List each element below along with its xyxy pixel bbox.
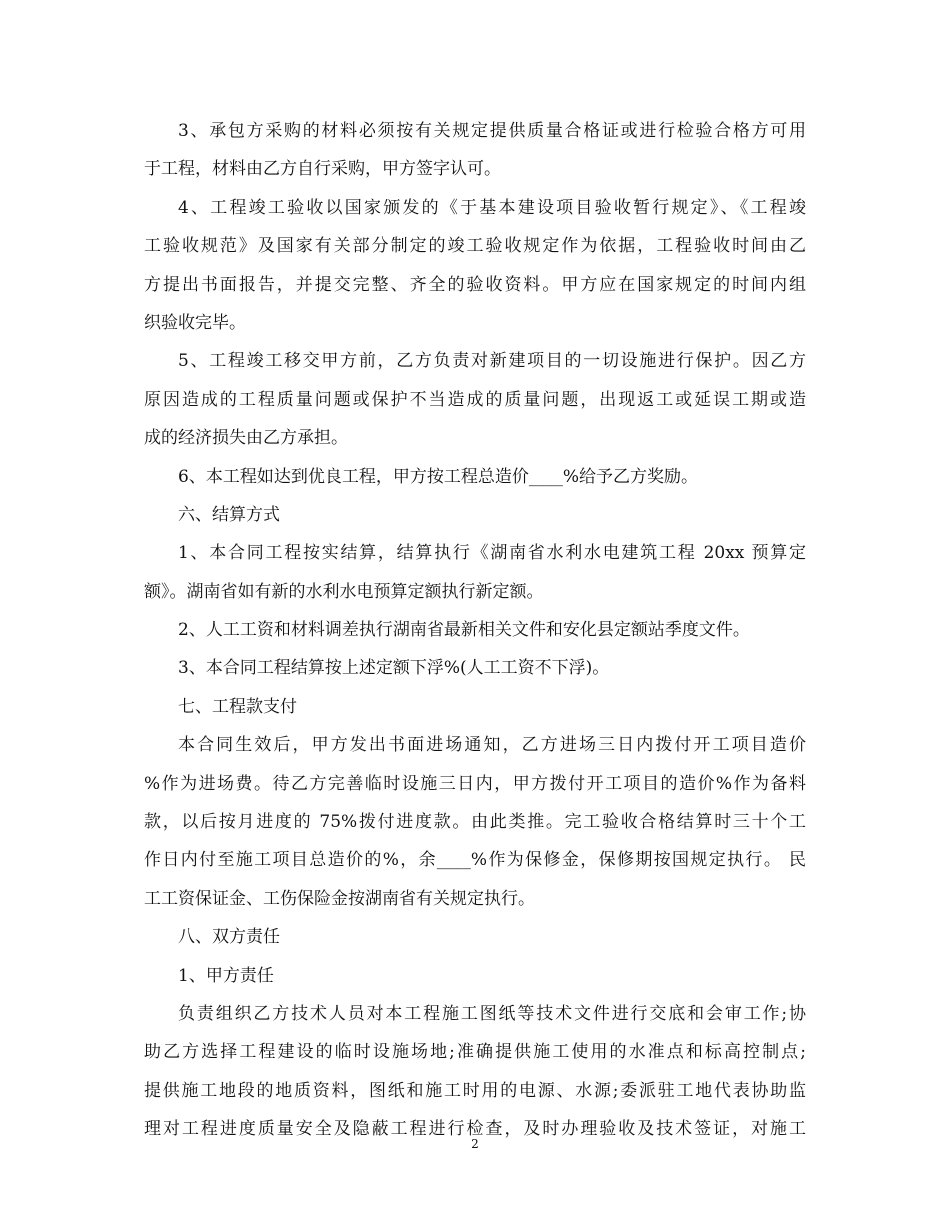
text-line: 1、本合同工程按实结算，结算执行《湖南省水利水电建筑工程 20xx 预算定 bbox=[178, 543, 806, 564]
text-line: 原因造成的工程质量问题或保护不当造成的质量问题，出现返工或延误工期或造 bbox=[144, 389, 806, 410]
text-line: 理对工程进度质量安全及隐蔽工程进行检查，及时办理验收及技术签证，对施工 bbox=[144, 1119, 806, 1140]
text-line: 本合同生效后，甲方发出书面进场通知，乙方进场三日内拨付开工项目造价 bbox=[178, 735, 806, 756]
text-line: 6、本工程如达到优良工程，甲方按工程总造价____%给予乙方奖励。 bbox=[178, 466, 698, 487]
text-line: 工验收规范》及国家有关部分制定的竣工验收规定作为依据，工程验收时间由乙 bbox=[144, 236, 806, 257]
text-line: 织验收完毕。 bbox=[144, 312, 246, 333]
text-line: 2、人工工资和材料调差执行湖南省最新相关文件和安化县定额站季度文件。 bbox=[178, 620, 750, 641]
text-line: 方提出书面报告，并提交完整、齐全的验收资料。甲方应在国家规定的时间内组 bbox=[144, 274, 806, 295]
section-heading: 八、双方责任 bbox=[178, 927, 280, 948]
section-heading: 七、工程款支付 bbox=[178, 696, 297, 717]
text-line: 款，以后按月进度的 75%拨付进度款。由此类推。完工验收合格结算时三十个工 bbox=[144, 812, 806, 833]
text-line: 作日内付至施工项目总造价的%，余____%作为保修金，保修期按国规定执行。 民 bbox=[144, 850, 806, 871]
text-line: 3、本合同工程结算按上述定额下浮%(人工工资不下浮)。 bbox=[178, 658, 610, 679]
text-line: 负责组织乙方技术人员对本工程施工图纸等技术文件进行交底和会审工作;协 bbox=[178, 1003, 806, 1024]
text-line: 4、工程竣工验收以国家颁发的《于基本建设项目验收暂行规定》、《工程竣 bbox=[178, 197, 806, 218]
text-line: 于工程，材料由乙方自行采购，甲方签字认可。 bbox=[144, 159, 501, 180]
text-line: %作为进场费。待乙方完善临时设施三日内，甲方拨付开工项目的造价%作为备料 bbox=[144, 773, 806, 794]
text-line: 提供施工地段的地质资料，图纸和施工时用的电源、水源;委派驻工地代表协助监 bbox=[144, 1080, 806, 1101]
text-line: 助乙方选择工程建设的临时设施场地;准确提供施工使用的水准点和标高控制点; bbox=[144, 1042, 806, 1063]
page-number: 2 bbox=[471, 1137, 479, 1151]
text-line: 3、承包方采购的材料必须按有关规定提供质量合格证或进行检验合格方可用 bbox=[178, 121, 806, 141]
text-line: 工工资保证金、工伤保险金按湖南省有关规定执行。 bbox=[144, 888, 535, 909]
subsection-heading: 1、甲方责任 bbox=[178, 965, 274, 986]
text-line: 额》。湖南省如有新的水利水电预算定额执行新定额。 bbox=[144, 581, 544, 602]
section-heading: 六、结算方式 bbox=[178, 504, 280, 525]
text-line: 5、工程竣工移交甲方前，乙方负责对新建项目的一切设施进行保护。因乙方 bbox=[178, 351, 806, 372]
document-body bbox=[144, 112, 806, 1149]
text-line: 成的经济损失由乙方承担。 bbox=[144, 428, 348, 449]
